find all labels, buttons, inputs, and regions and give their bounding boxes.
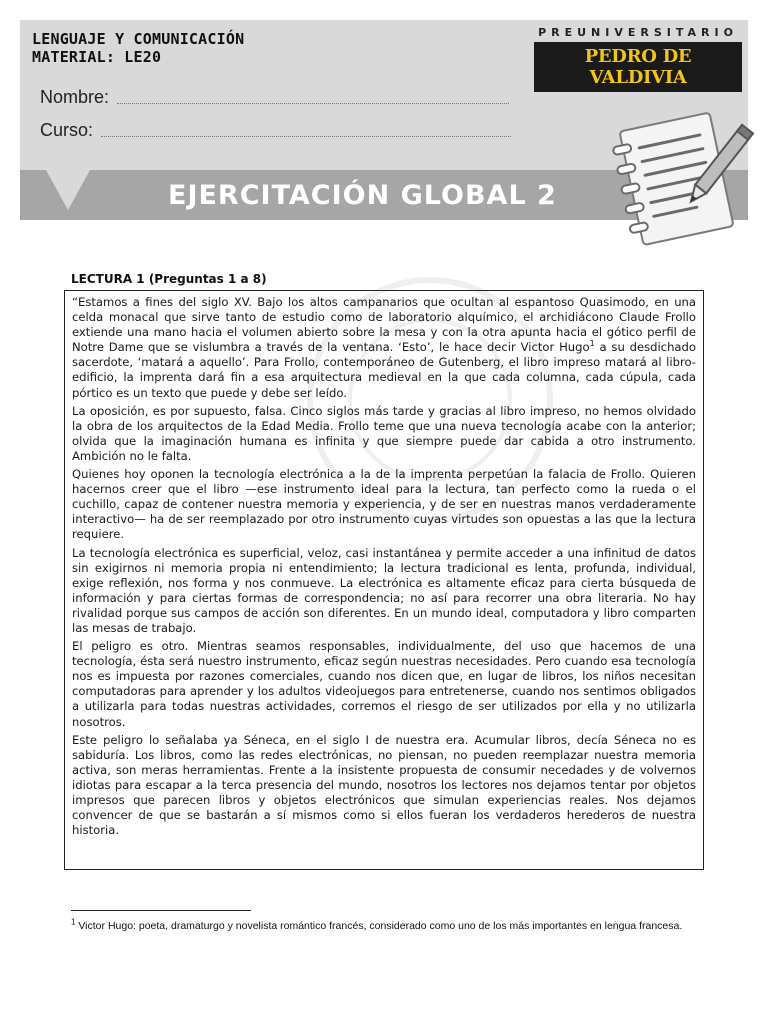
curso-line[interactable] bbox=[101, 135, 511, 137]
footnote bbox=[71, 918, 711, 934]
title-notch bbox=[46, 170, 90, 210]
footnote-divider bbox=[71, 910, 251, 911]
reading-text-box bbox=[64, 290, 704, 870]
paragraph-2: La oposición, es por supuesto, falsa. Cinco siglos más tarde y gracias al libro impreso, no hemos olvidado la obra de los arquitectos de la Edad Media. Frollo teme que una nueva tecnología acabe con la anterior; olvida que la imaginación humana es infinita y que siempre puede dar cabida a otro instrumento. Ambición no le falta. bbox=[72, 403, 696, 463]
footnote-ref: 1 bbox=[589, 339, 595, 349]
reading-title: LECTURA 1 (Preguntas 1 a 8) bbox=[71, 272, 267, 286]
material-code: MATERIAL: LE20 bbox=[32, 48, 162, 66]
notepad-pencil-icon bbox=[600, 96, 760, 256]
footnote-text: Victor Hugo: poeta, dramaturgo y novelista romántico francés, considerado como uno de los más importantes en lengua francesa. bbox=[75, 920, 683, 932]
page-title: EJERCITACIÓN GLOBAL 2 bbox=[168, 180, 557, 211]
subject-title: LENGUAJE Y COMUNICACIÓN bbox=[32, 30, 245, 48]
brand-top-text: PREUNIVERSITARIO bbox=[538, 26, 738, 39]
paragraph-4: La tecnología electrónica es superficial, veloz, casi instantánea y permite acceder a una infinitud de datos sin exigirnos ni memoria propia ni entendimiento; la lectura tradicional es lenta, profunda, individual, exige reflexión, nos forma y nos conmueve. La electrónica es altamente eficaz para cierta búsqueda de información y para ciertas formas de correspondencia; no así para recorrer una obra literaria. No hay rivalidad porque sus campos de acción son diferentes. En un mundo ideal, computadora y libro comparten las mesas de trabajo. bbox=[72, 545, 696, 635]
brand-logo bbox=[534, 26, 742, 92]
subject-block bbox=[32, 30, 244, 66]
paragraph-6: Este peligro lo señalaba ya Séneca, en el siglo I de nuestra era. Acumular libros, decía Séneca no es sabiduría. Los libros, como las redes electrónicas, no piensan, no pueden reemplazar nuestra memoria activa, son meras herramientas. Frente a la insistente propuesta de consumir necedades y de volvernos idiotas para escapar a la terca presencia del mundo, nosotros los lectores nos dejamos tentar por objetos impresos que parecen libros y objetos electrónicos que simulan experiencias reales. Nos dejamos convencer de que se bastarán a sí mismos como si ellos fueran los verdaderos herederos de nuestra historia. bbox=[72, 732, 696, 838]
paragraph-3: Quienes hoy oponen la tecnología electrónica a la de la imprenta perpetúan la falacia de Frollo. Quieren hacernos creer que el libro —ese instrumento ideal para la lectura, tan perfecto como la rueda o el cuchillo, capaz de contener nuestra memoria y experiencia, y de ser en nuestras manos verdaderamente interactivo— ha de ser reemplazado por otro instrumento cuyas virtudes son opuestas a las que la lectura requiere. bbox=[72, 467, 696, 542]
nombre-line[interactable] bbox=[117, 102, 509, 104]
paragraph-1: “Estamos a fines del siglo XV. Bajo los altos campanarios que ocultan al espantoso Quasimodo, en una celda monacal que sirve tanto de estudio como de laboratorio alquímico, el archidiácono Claude Frollo extiende una mano hacia el volumen abierto sobre la mesa y con la otra apunta hacia el gótico perfil de Notre Dame que se vislumbra a través de la ventana. ‘Esto’, le hace decir Victor Hugo$^1$ a su desdichado sacerdote, ‘matará a aquello’. Para Frollo, contemporáneo de Gutenberg, el libro impreso matará al libro-edificio, la imprenta dará fin a esa arquitectura medieval en la que cada columna, cada cúpula, cada pórtico es un texto que puede y debe ser leído. bbox=[72, 295, 696, 400]
curso-field[interactable] bbox=[40, 119, 511, 141]
curso-label: Curso: bbox=[40, 120, 94, 140]
paragraph-5: El peligro es otro. Mientras seamos responsables, individualmente, del uso que hacemos de una tecnología, ésta será nuestro instrumento, eficaz según nuestras necesidades. Pero cuando esa tecnología nos es impuesta por razones comerciales, cuando nos dicen que, en lugar de libros, los niños necesitan computadoras para aprender y los adultos videojuegos para entretenerse, cuando nos sentimos obligados a utilizarla para todas nuestras actividades, corremos el riesgo de ser utilizados por ella y no utilizarla nosotros. bbox=[72, 639, 696, 729]
nombre-field[interactable] bbox=[40, 86, 509, 108]
brand-name: PEDRO DE VALDIVIA bbox=[534, 42, 742, 92]
nombre-label: Nombre: bbox=[40, 87, 110, 107]
footnote-marker: 1 bbox=[71, 917, 76, 927]
